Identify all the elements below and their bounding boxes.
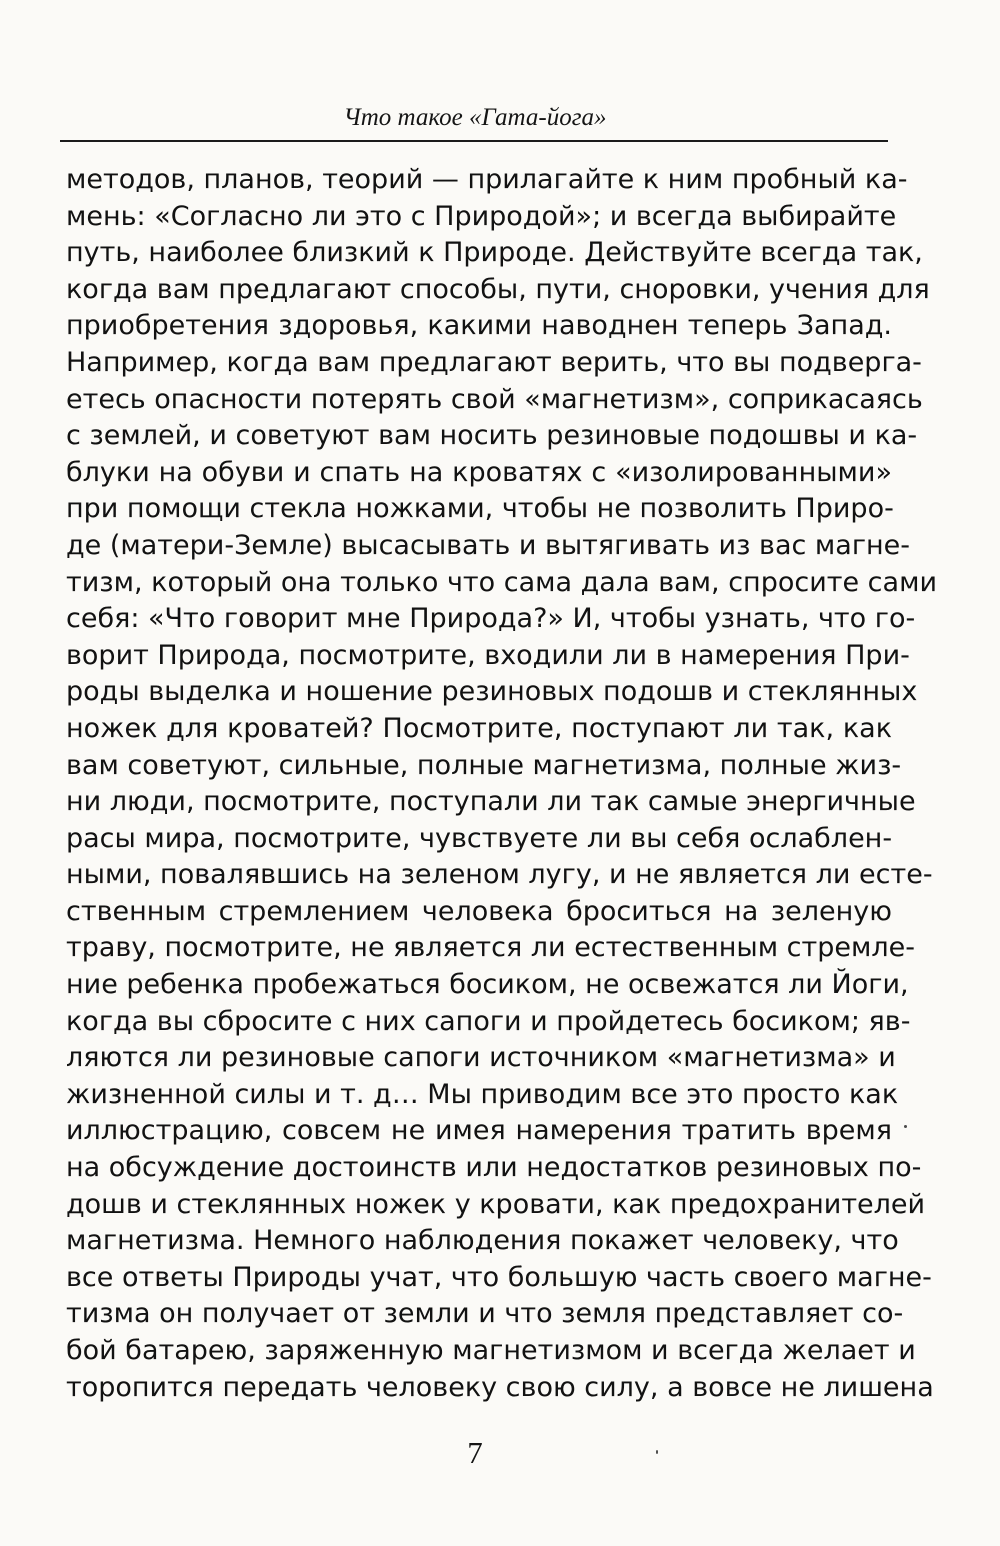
text-line: ворит Природа, посмотрите, входили ли в намерения При-: [66, 639, 910, 671]
running-header: Что такое «Гата-йога»: [343, 104, 607, 131]
text-line: мень: «Согласно ли это с Природой»; и всегда выбирайте: [66, 200, 897, 232]
text-line: ными, повалявшись на зеленом лугу, и не является ли есте-: [66, 859, 933, 891]
text-line: путь, наиболее близкий к Природе. Действуйте всегда так,: [66, 237, 923, 269]
text-line: ляются ли резиновые сапоги источником «магнетизма» и: [66, 1042, 896, 1074]
text-line: когда вы сбросите с них сапоги и пройдетесь босиком; яв-: [66, 1005, 911, 1037]
text-line: етесь опасности потерять свой «магнетизм», соприкасаясь: [66, 383, 923, 415]
text-line: с землей, и советуют вам носить резиновые подошвы и ка-: [66, 420, 918, 452]
scan-speck: [656, 1450, 658, 1454]
text-line: ни люди, посмотрите, поступали ли так самые энергичные: [66, 786, 916, 818]
text-line: при помощи стекла ножками, чтобы не позволить Приро-: [66, 493, 894, 525]
text-line: ственным стремлением человека броситься на зеленую: [66, 895, 892, 927]
text-line: траву, посмотрите, не является ли естественным стремле-: [66, 932, 915, 964]
text-line: когда вам предлагают способы, пути, сноровки, учения для: [66, 273, 930, 305]
body-text: [66, 162, 937, 1406]
text-line: расы мира, посмотрите, чувствуете ли вы себя ослаблен-: [66, 822, 893, 854]
text-line: себя: «Что говорит мне Природа?» И, чтобы узнать, что го-: [66, 603, 916, 635]
text-line: роды выделка и ношение резиновых подошв и стеклянных: [66, 676, 918, 708]
text-line: приобретения здоровья, какими наводнен теперь Запад.: [66, 310, 892, 342]
text-line: все ответы Природы учат, что большую часть своего магне-: [66, 1261, 932, 1293]
text-line: методов, планов, теорий — прилагайте к ним пробный ка-: [66, 164, 908, 195]
text-line: на обсуждение достоинств или недостатков резиновых по-: [66, 1152, 922, 1184]
text-line: ножек для кроватей? Посмотрите, поступают ли так, как: [66, 712, 892, 744]
text-line: тизма он получает от земли и что земля представляет со-: [66, 1298, 904, 1330]
text-line: жизненной силы и т. д… Мы приводим все это просто как: [66, 1078, 899, 1110]
text-line: блуки на обуви и спать на кроватях с «изолированными»: [66, 456, 892, 488]
text-line: Например, когда вам предлагают верить, что вы подверга-: [66, 346, 922, 378]
text-line: бой батарею, заряженную магнетизмом и всегда желает и: [66, 1335, 916, 1366]
text-line: тизм, который она только что сама дала вам, спросите сами: [66, 566, 937, 598]
text-line: дошв и стеклянных ножек у кровати, как предохранителей: [66, 1188, 926, 1220]
text-line: торопится передать человеку свою силу, а вовсе не лишена: [66, 1371, 934, 1403]
text-line: вам советуют, сильные, полные магнетизма, полные жиз-: [66, 749, 902, 781]
text-line: ние ребенка пробежаться босиком, не освежатся ли Йоги,: [66, 969, 909, 1001]
page-number: 7: [467, 1435, 483, 1470]
text-line: де (матери-Земле) высасывать и вытягивать из вас магне-: [66, 529, 911, 561]
header-rule: [60, 140, 888, 142]
text-line: иллюстрацию, совсем не имея намерения тратить время: [66, 1115, 892, 1147]
text-line: магнетизма. Немного наблюдения покажет человеку, что: [66, 1225, 899, 1257]
scan-speck: [904, 1125, 907, 1128]
